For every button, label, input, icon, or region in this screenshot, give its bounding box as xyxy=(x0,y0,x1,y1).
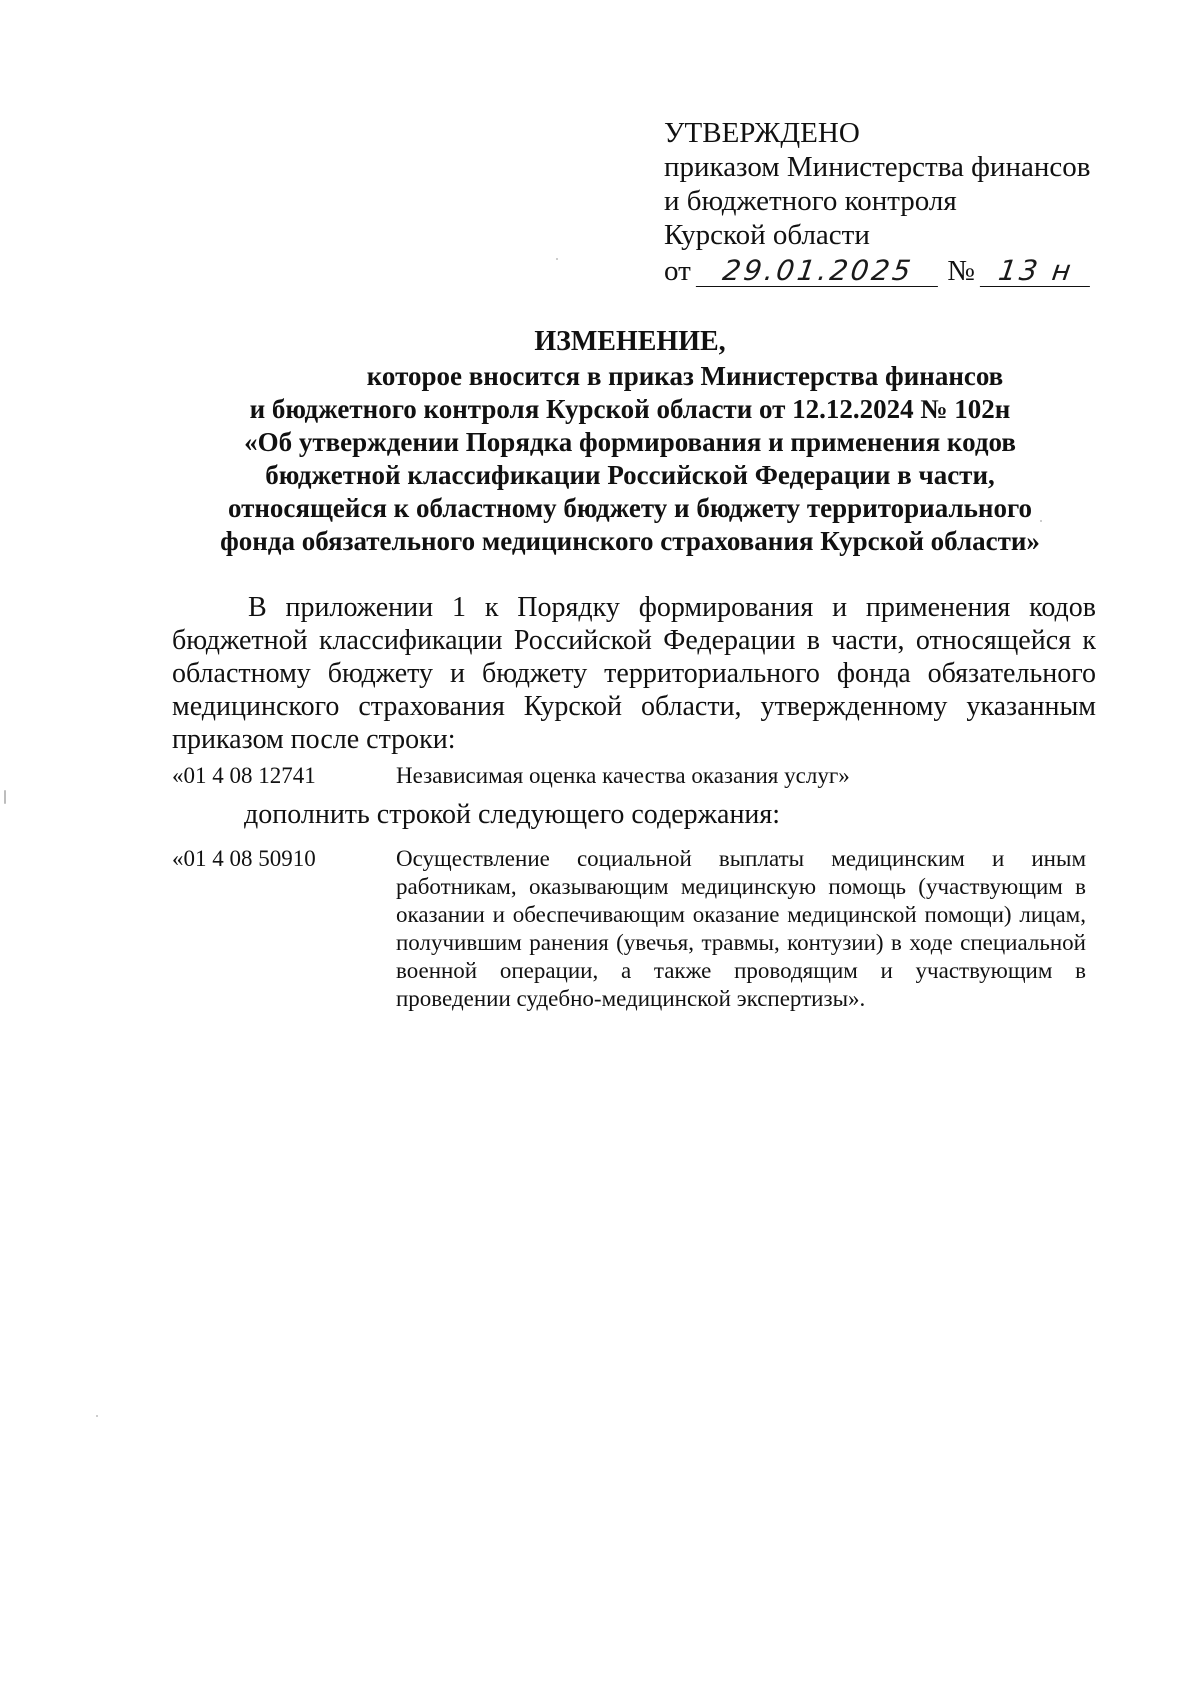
approval-line-1: приказом Министерства финансов xyxy=(664,151,1091,183)
code-description: Осуществление социальной выплаты медицинским и иным работникам, оказывающим медицинскую помощь (участвующим в оказании и обеспечивающим оказание медицинской помощи) лицам, получившим ранения (увечья, травмы, контузии) в ходе специальной военной операции, а также проводящим и участвующим в проведении судебно-медицинской экспертизы». xyxy=(396,846,1086,1011)
title-line: которое вносится в приказ Министерства финансов xyxy=(366,361,1004,391)
budget-code: «01 4 08 12741 xyxy=(172,763,316,788)
title-main: ИЗМЕНЕНИЕ, xyxy=(534,326,726,357)
title-line: и бюджетного контроля Курской области от 12.12.2024 № 102н xyxy=(249,394,1011,424)
handwritten-date: 29.01.2025 xyxy=(696,256,942,287)
number-prefix: № xyxy=(947,255,975,287)
approval-stamp-block xyxy=(664,116,1104,288)
scan-speck xyxy=(1040,520,1042,522)
date-prefix: от xyxy=(664,255,691,287)
document-title xyxy=(180,325,1080,558)
handwritten-number: 13 н xyxy=(980,256,1094,287)
title-line: относящейся к областному бюджету и бюджету территориального xyxy=(227,493,1033,523)
supplement-instruction: дополнить строкой следующего содержания: xyxy=(244,799,781,830)
budget-code: «01 4 08 50910 xyxy=(172,846,316,871)
approval-heading: УТВЕРЖДЕНО xyxy=(664,117,860,149)
approval-line-2: и бюджетного контроля xyxy=(664,185,957,217)
title-line: «Об утверждении Порядка формирования и применения кодов xyxy=(244,427,1016,457)
code-description: Независимая оценка качества оказания услуг» xyxy=(396,763,850,788)
approval-line-3: Курской области xyxy=(664,219,870,251)
scan-speck xyxy=(556,258,558,260)
scan-speck xyxy=(4,790,6,804)
body-paragraph: В приложении 1 к Порядку формирования и применения кодов бюджетной классификации Российской Федерации в части, относящейся к областному бюджету и бюджету территориального фонда обязательного медицинского страхования Курской области, утвержденному указанным приказом после строки: xyxy=(172,592,1096,755)
title-line: фонда обязательного медицинского страхования Курской области» xyxy=(220,526,1040,556)
title-line: бюджетной классификации Российской Федерации в части, xyxy=(265,460,995,490)
approval-date-row xyxy=(664,254,1104,288)
scan-speck xyxy=(96,1415,98,1417)
